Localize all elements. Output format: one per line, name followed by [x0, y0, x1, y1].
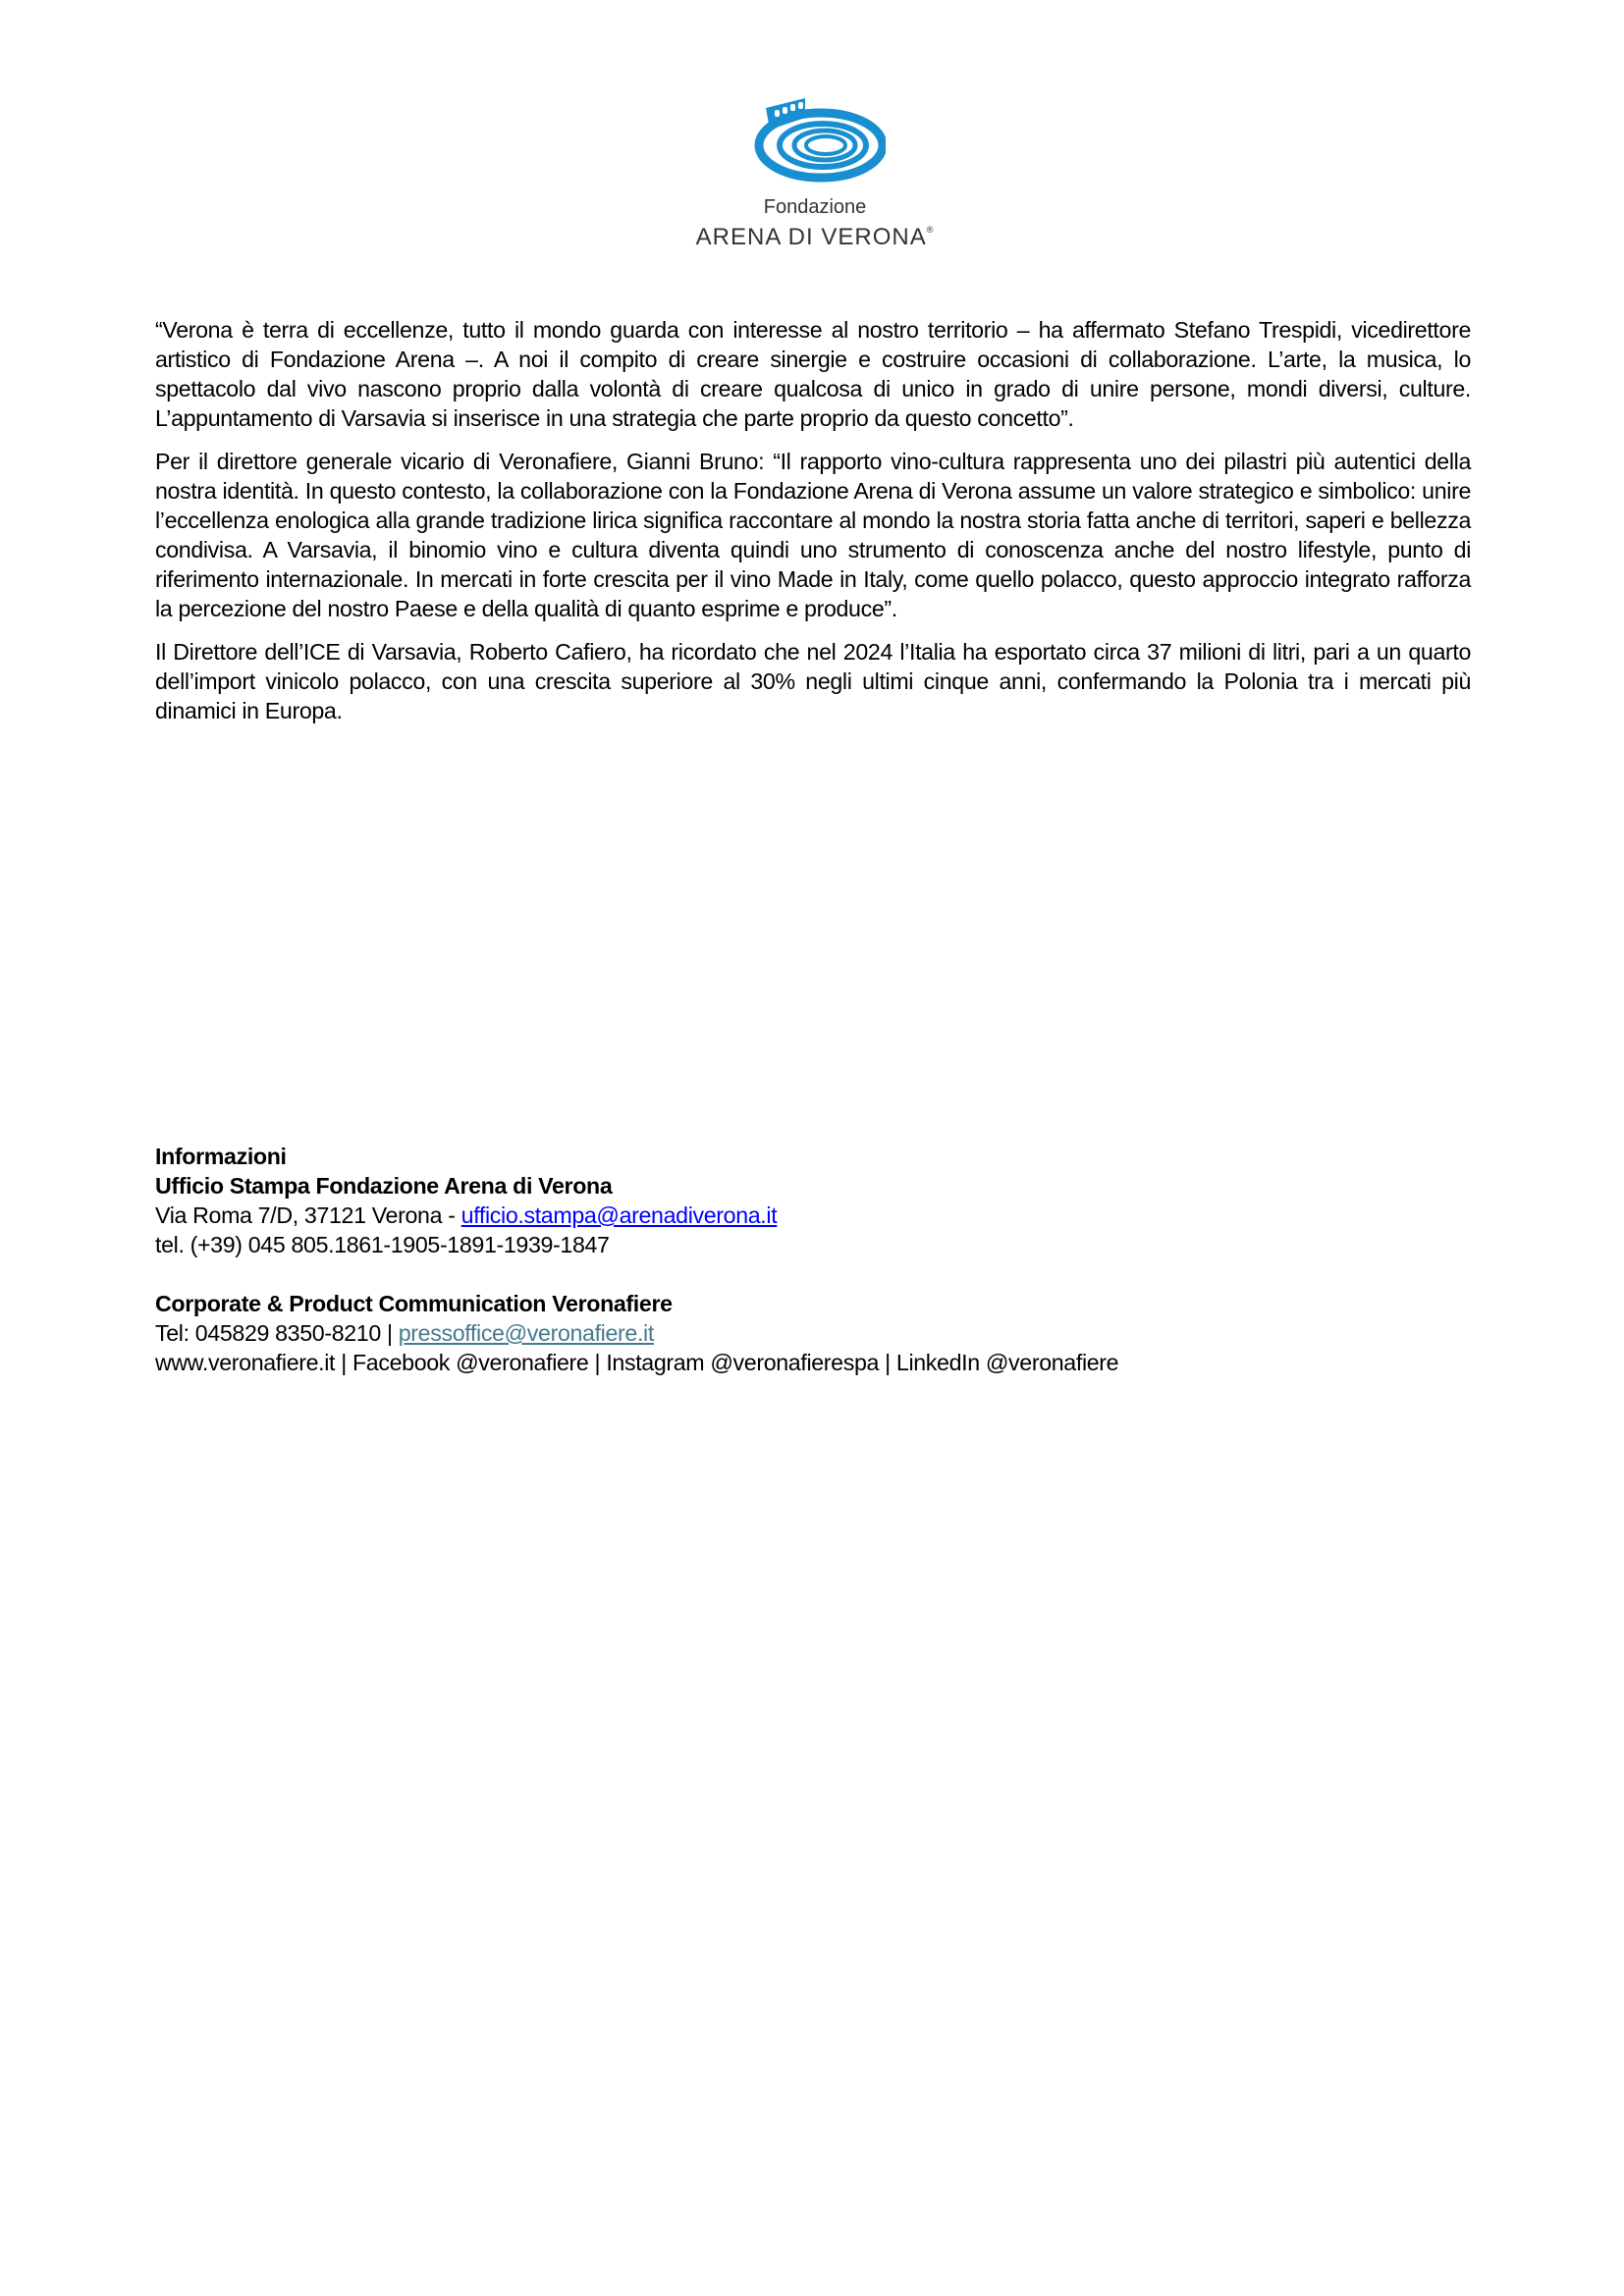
spacer: [155, 1259, 1471, 1289]
arena-phone: tel. (+39) 045 805.1861-1905-1891-1939-1847: [155, 1232, 610, 1257]
registered-mark: ®: [926, 225, 935, 235]
paragraph-bruno-quote: Per il direttore generale vicario di Veronafiere, Gianni Bruno: “Il rapporto vino-cultura rappresenta uno dei pilastri più autentici della nostra identità. In questo contesto, la collaborazione con la Fondazione Arena di Verona assume un valore strategico e simbolico: unire l’eccellenza enologica alla grande tradizione lirica significa raccontare al mondo la nostra storia fatta anche di territori, saperi e bellezza condivisa. A Varsavia, il binomio vino e cultura diventa quindi uno strumento di conoscenza anche del nostro lifestyle, punto di riferimento internazionale. In mercati in forte crescita per il vino Made in Italy, come quello polacco, questo approccio integrato rafforza la percezione del nostro Paese e della qualità di quanto esprime e produce”.: [155, 449, 1471, 621]
veronafiere-email-link[interactable]: pressoffice@veronafiere.it: [398, 1320, 654, 1346]
press-release-body: [155, 315, 1471, 739]
logo-text-arena-di-verona: [687, 224, 943, 251]
fondazione-arena-logo: [687, 90, 943, 257]
paragraph-trespidi-quote: “Verona è terra di eccellenze, tutto il mondo guarda con interesse al nostro territorio – ha affermato Stefano Trespidi, vicedirettore artistico di Fondazione Arena –. A noi il compito di creare sinergie e costruire occasioni di collaborazione. L’arte, la musica, lo spettacolo dal vivo nascono proprio dalla volontà di creare qualcosa di unico in grado di unire persone, mondi diversi, culture. L’appuntamento di Varsavia si inserisce in una strategia che parte proprio da questo concetto”.: [155, 317, 1471, 431]
arena-address-line: [155, 1201, 1471, 1230]
arena-address: Via Roma 7/D, 37121 Verona -: [155, 1202, 461, 1228]
contacts-section: [155, 1142, 1471, 1377]
veronafiere-phone: Tel: 045829 8350-8210 |: [155, 1320, 399, 1346]
veronafiere-press-office-title: Corporate & Product Communication Veronafiere: [155, 1291, 673, 1316]
logo-name-text: ARENA DI VERONA: [695, 224, 927, 250]
veronafiere-social-links: www.veronafiere.it | Facebook @veronafiere | Instagram @veronafierespa | LinkedIn @veronafiere: [155, 1350, 1119, 1375]
arena-email-link[interactable]: ufficio.stampa@arenadiverona.it: [460, 1202, 778, 1228]
contacts-heading: Informazioni: [155, 1144, 287, 1169]
paragraph-ice-statistics: Il Direttore dell’ICE di Varsavia, Roberto Cafiero, ha ricordato che nel 2024 l’Italia ha esportato circa 37 milioni di litri, pari a un quarto dell’import vinicolo polacco, con una crescita superiore al 30% negli ultimi cinque anni, confermando la Polonia tra i mercati più dinamici in Europa.: [155, 639, 1471, 723]
logo-text-fondazione: Fondazione: [763, 196, 867, 218]
arena-amphitheatre-icon: [748, 90, 886, 184]
arena-press-office-title: Ufficio Stampa Fondazione Arena di Verona: [155, 1173, 613, 1199]
veronafiere-phone-line: [155, 1318, 1471, 1348]
